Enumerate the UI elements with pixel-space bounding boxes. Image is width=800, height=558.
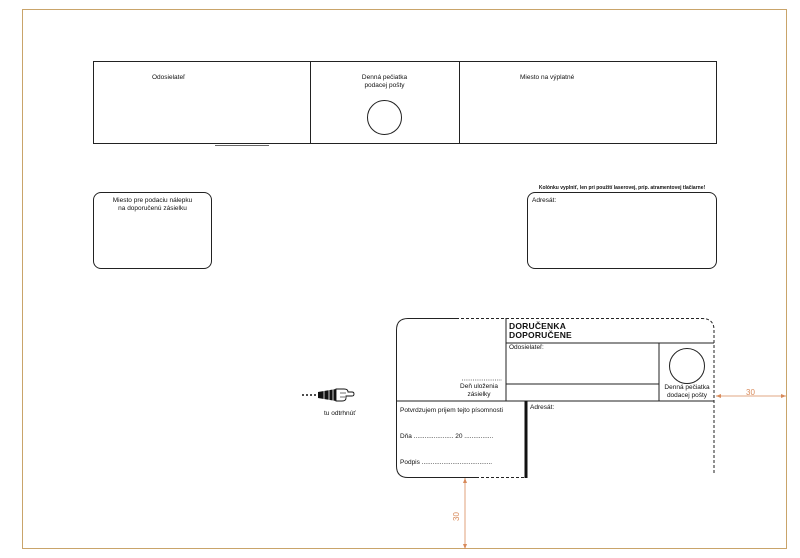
addressee-box — [527, 192, 717, 269]
receipt-title-line2: DOPORUČENE — [509, 330, 572, 340]
underline-mark — [215, 145, 269, 146]
storage-date-line2: zásielky — [467, 391, 491, 398]
receipt-confirm-label: Potvrdzujem prijem tejto písomnosti — [400, 407, 503, 414]
receipt-title — [509, 322, 572, 340]
receipt-signature-field: Podpis ....................................... — [400, 459, 493, 466]
sender-stamp-payment-box — [93, 61, 717, 144]
delivery-stamp-label — [659, 384, 715, 400]
receipt-addressee-label: Adresát: — [530, 404, 555, 411]
delivery-receipt — [396, 318, 716, 478]
label-box-text — [94, 197, 211, 213]
sender-label: Odosielateľ — [152, 74, 185, 81]
stamp-label-line1: Denná pečiatka — [361, 74, 408, 81]
divider-line — [459, 62, 460, 143]
label-box-line1: Miesto pre podaciu nálepku — [112, 197, 193, 204]
tear-here-label: tu odtrhnúť — [324, 410, 356, 417]
stamp-label — [310, 74, 459, 90]
pointing-hand-icon — [300, 385, 356, 405]
storage-date-label — [452, 383, 506, 399]
stamp-label-line2: podacej pošty — [364, 82, 405, 89]
delivery-stamp-line1: Denná pečiatka — [664, 384, 710, 391]
bottom-dimension-label: 30 — [451, 512, 461, 521]
stamp-circle — [367, 100, 402, 135]
storage-date-line1: Deň uloženia — [460, 383, 498, 390]
receipt-sender-label: Odosielateľ: — [509, 344, 544, 351]
delivery-stamp-circle — [669, 348, 705, 384]
receipt-title-line1: DORUČENKA — [509, 321, 567, 331]
right-dimension-label: 30 — [746, 388, 755, 397]
addressee-label: Adresát: — [532, 197, 557, 204]
registered-label-box — [93, 192, 212, 269]
printer-note: Kolónku vyplniť, len pri použití laserovej, príp. atramentovej tlačiarne! — [538, 185, 706, 191]
label-box-line2: na doporučenú zásielku — [118, 205, 187, 212]
delivery-stamp-line2: dodacej pošty — [666, 392, 708, 399]
receipt-date-field: Dňa ...................... 20 ................ — [400, 433, 494, 440]
payment-label: Miesto na výplatné — [520, 74, 575, 81]
